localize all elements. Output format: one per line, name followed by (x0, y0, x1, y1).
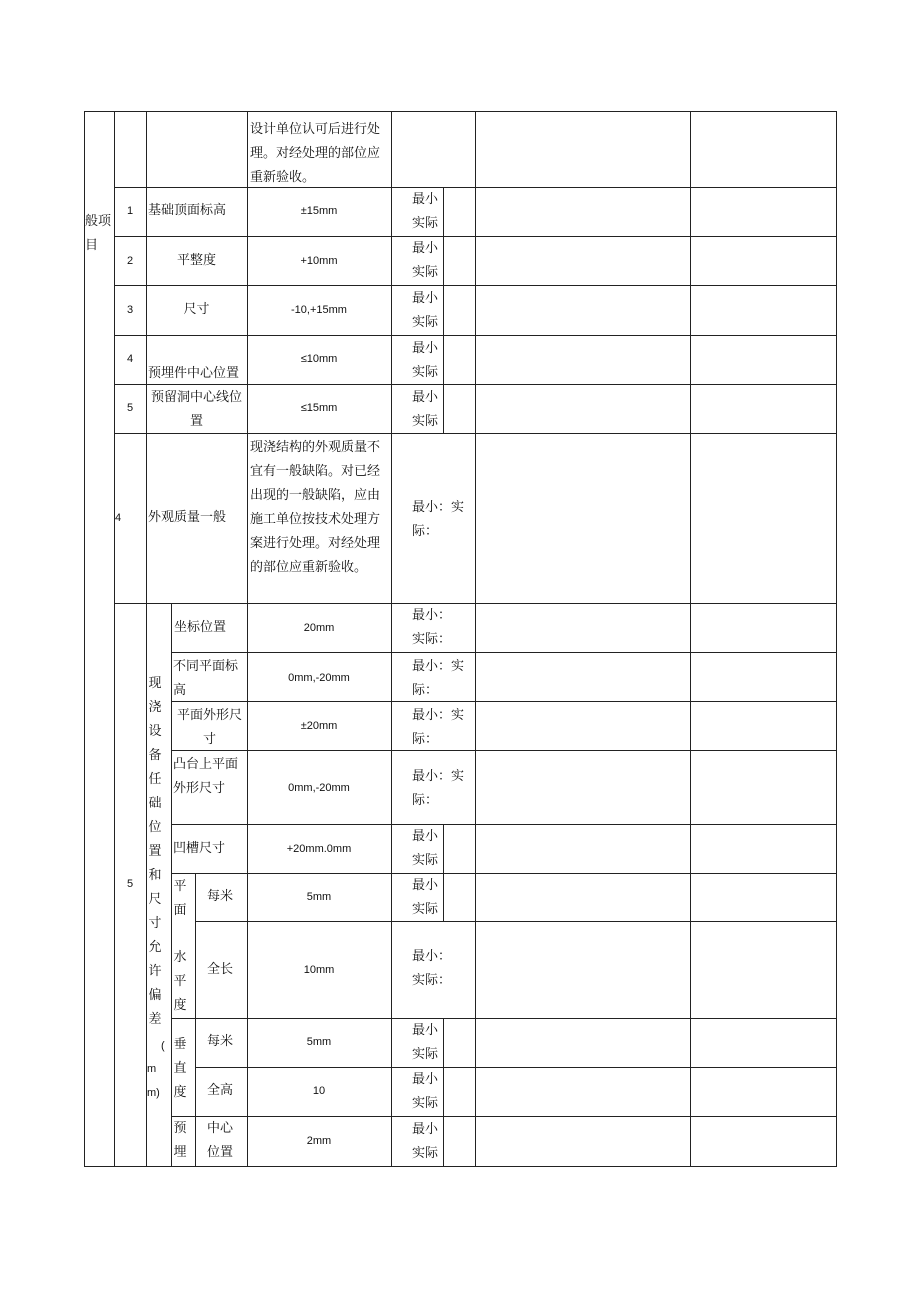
row-divider (195, 1067, 837, 1068)
measure-min-label: 最小 (412, 829, 439, 844)
criterion-text: 设计单位认可后进行处理。对经处理的部位应重新验收。 (250, 122, 381, 185)
row-divider (171, 1018, 837, 1019)
item-name: 平整度 (176, 253, 216, 268)
measure-min-label: 最小： (412, 608, 452, 623)
item-name: 每米 (207, 889, 234, 904)
vertical-group-label: 垂直度 (173, 1037, 187, 1100)
measure-min-label: 最小：实 (412, 708, 465, 723)
level-group-label: 水平度 (173, 950, 187, 1013)
unit-label: ( (161, 1040, 165, 1052)
item-name: 全长 (207, 962, 234, 977)
measure-min-label: 最小 (412, 1072, 439, 1087)
measure-min-label: 最小 (412, 1023, 439, 1038)
item-number: 2 (126, 255, 134, 267)
measure-actual-label: 实际 (412, 1047, 439, 1062)
row-divider (171, 873, 837, 874)
measure-actual-label: 际： (412, 683, 439, 698)
row-divider (171, 652, 837, 653)
measure-min-label: 最小 (412, 878, 439, 893)
item-number: 5 (126, 878, 134, 890)
item-name: 预埋件中心位置 (148, 366, 240, 381)
measure-min-label: 最小 (412, 341, 439, 356)
measure-actual-label: 实际 (412, 216, 439, 231)
row-divider (171, 824, 837, 825)
item-number: 1 (126, 205, 134, 217)
measure-split (443, 187, 444, 433)
table-top-border (84, 111, 837, 112)
measure-min-label: 最小 (412, 291, 439, 306)
tolerance-value: 0mm,-20mm (288, 782, 350, 794)
tolerance-value: 2mm (306, 1135, 332, 1147)
measure-actual-label: 实际 (412, 414, 439, 429)
table-right-border (836, 111, 837, 1167)
item-name: 每米 (207, 1034, 234, 1049)
row-divider (171, 701, 837, 702)
tolerance-value: +20mm.0mm (286, 843, 352, 855)
col-divider (391, 111, 392, 1167)
criterion-text: 现浇结构的外观质量不宜有一般缺陷。对已经出现的一般缺陷，应由施工单位按技术处理方案进行处理。对经处理的部位应重新验收。 (250, 440, 381, 575)
measure-label: 最小：实际： (412, 500, 465, 539)
col-divider (195, 873, 196, 1167)
col-divider (690, 111, 691, 1167)
item-name: 基础顶面标高 (148, 203, 227, 218)
item-name: 凸台上平面外形尺寸 (173, 757, 239, 796)
measure-actual-label: 实际 (412, 1096, 439, 1111)
measure-actual-label: 实际 (412, 265, 439, 280)
item-name: 尺寸 (183, 302, 210, 317)
measure-actual-label: 实际 (412, 853, 439, 868)
item-name: 中心位置 (207, 1121, 234, 1160)
tolerance-value: ≤10mm (300, 353, 338, 365)
tolerance-value: ≤15mm (300, 402, 338, 414)
measure-actual-label: 实际 (412, 902, 439, 917)
measure-actual-label: 实际： (412, 632, 452, 647)
measure-actual-label: 实际 (412, 365, 439, 380)
item-number: 4 (115, 512, 122, 524)
col-divider (475, 111, 476, 1167)
measure-actual-label: 实际： (412, 973, 452, 988)
item-number: 5 (126, 402, 134, 414)
tolerance-value: 20mm (303, 622, 335, 634)
measure-min-label: 最小：实 (412, 659, 465, 674)
measure-min-label: 最小 (412, 241, 439, 256)
level-group-label: 平面 (173, 879, 187, 918)
measure-actual-label: 实际 (412, 1146, 439, 1161)
tolerance-value: ±20mm (300, 720, 338, 732)
tolerance-value: 0mm,-20mm (288, 672, 350, 684)
measure-min-label: 最小 (412, 390, 439, 405)
measure-actual-label: 际： (412, 732, 439, 747)
row-divider (171, 1116, 837, 1117)
tolerance-value: 10mm (303, 964, 335, 976)
table-bottom-border (84, 1166, 837, 1167)
item-number: 3 (126, 304, 134, 316)
measure-actual-label: 实际 (412, 315, 439, 330)
measure-min-label: 最小 (412, 1122, 439, 1137)
item-name: 不同平面标高 (173, 659, 239, 698)
unit-label: m (147, 1063, 157, 1075)
measure-actual-label: 际： (412, 793, 439, 808)
unit-label: m) (147, 1087, 160, 1099)
item-name: 外观质量一般 (148, 510, 227, 525)
row-divider (171, 750, 837, 751)
tolerance-value: +10mm (300, 255, 338, 267)
item-name: 平面外形尺寸 (176, 708, 242, 747)
tolerance-value: 5mm (306, 1036, 332, 1048)
measure-split (443, 1018, 444, 1166)
measure-min-label: 最小： (412, 949, 452, 964)
measure-min-label: 最小 (412, 192, 439, 207)
measure-min-label: 最小：实 (412, 769, 465, 784)
item-number: 4 (126, 353, 134, 365)
measure-split (443, 824, 444, 921)
tolerance-value: -10,+15mm (291, 304, 347, 316)
group-vertical-label: 现浇设备任础位置和尺寸允许偏差 (148, 676, 162, 1027)
embedded-group-label: 预埋 (173, 1121, 187, 1160)
table-left-border (84, 111, 85, 1167)
item-name: 凹槽尺寸 (173, 841, 226, 856)
item-name: 坐标位置 (174, 620, 227, 635)
tolerance-value: ±15mm (300, 205, 338, 217)
item-name: 预留洞中心线位置 (150, 390, 242, 429)
tolerance-value: 5mm (306, 891, 332, 903)
row-divider (195, 921, 837, 922)
section-label: 般项目 (85, 214, 112, 253)
tolerance-value: 10 (312, 1085, 326, 1097)
item-name: 全高 (207, 1083, 234, 1098)
